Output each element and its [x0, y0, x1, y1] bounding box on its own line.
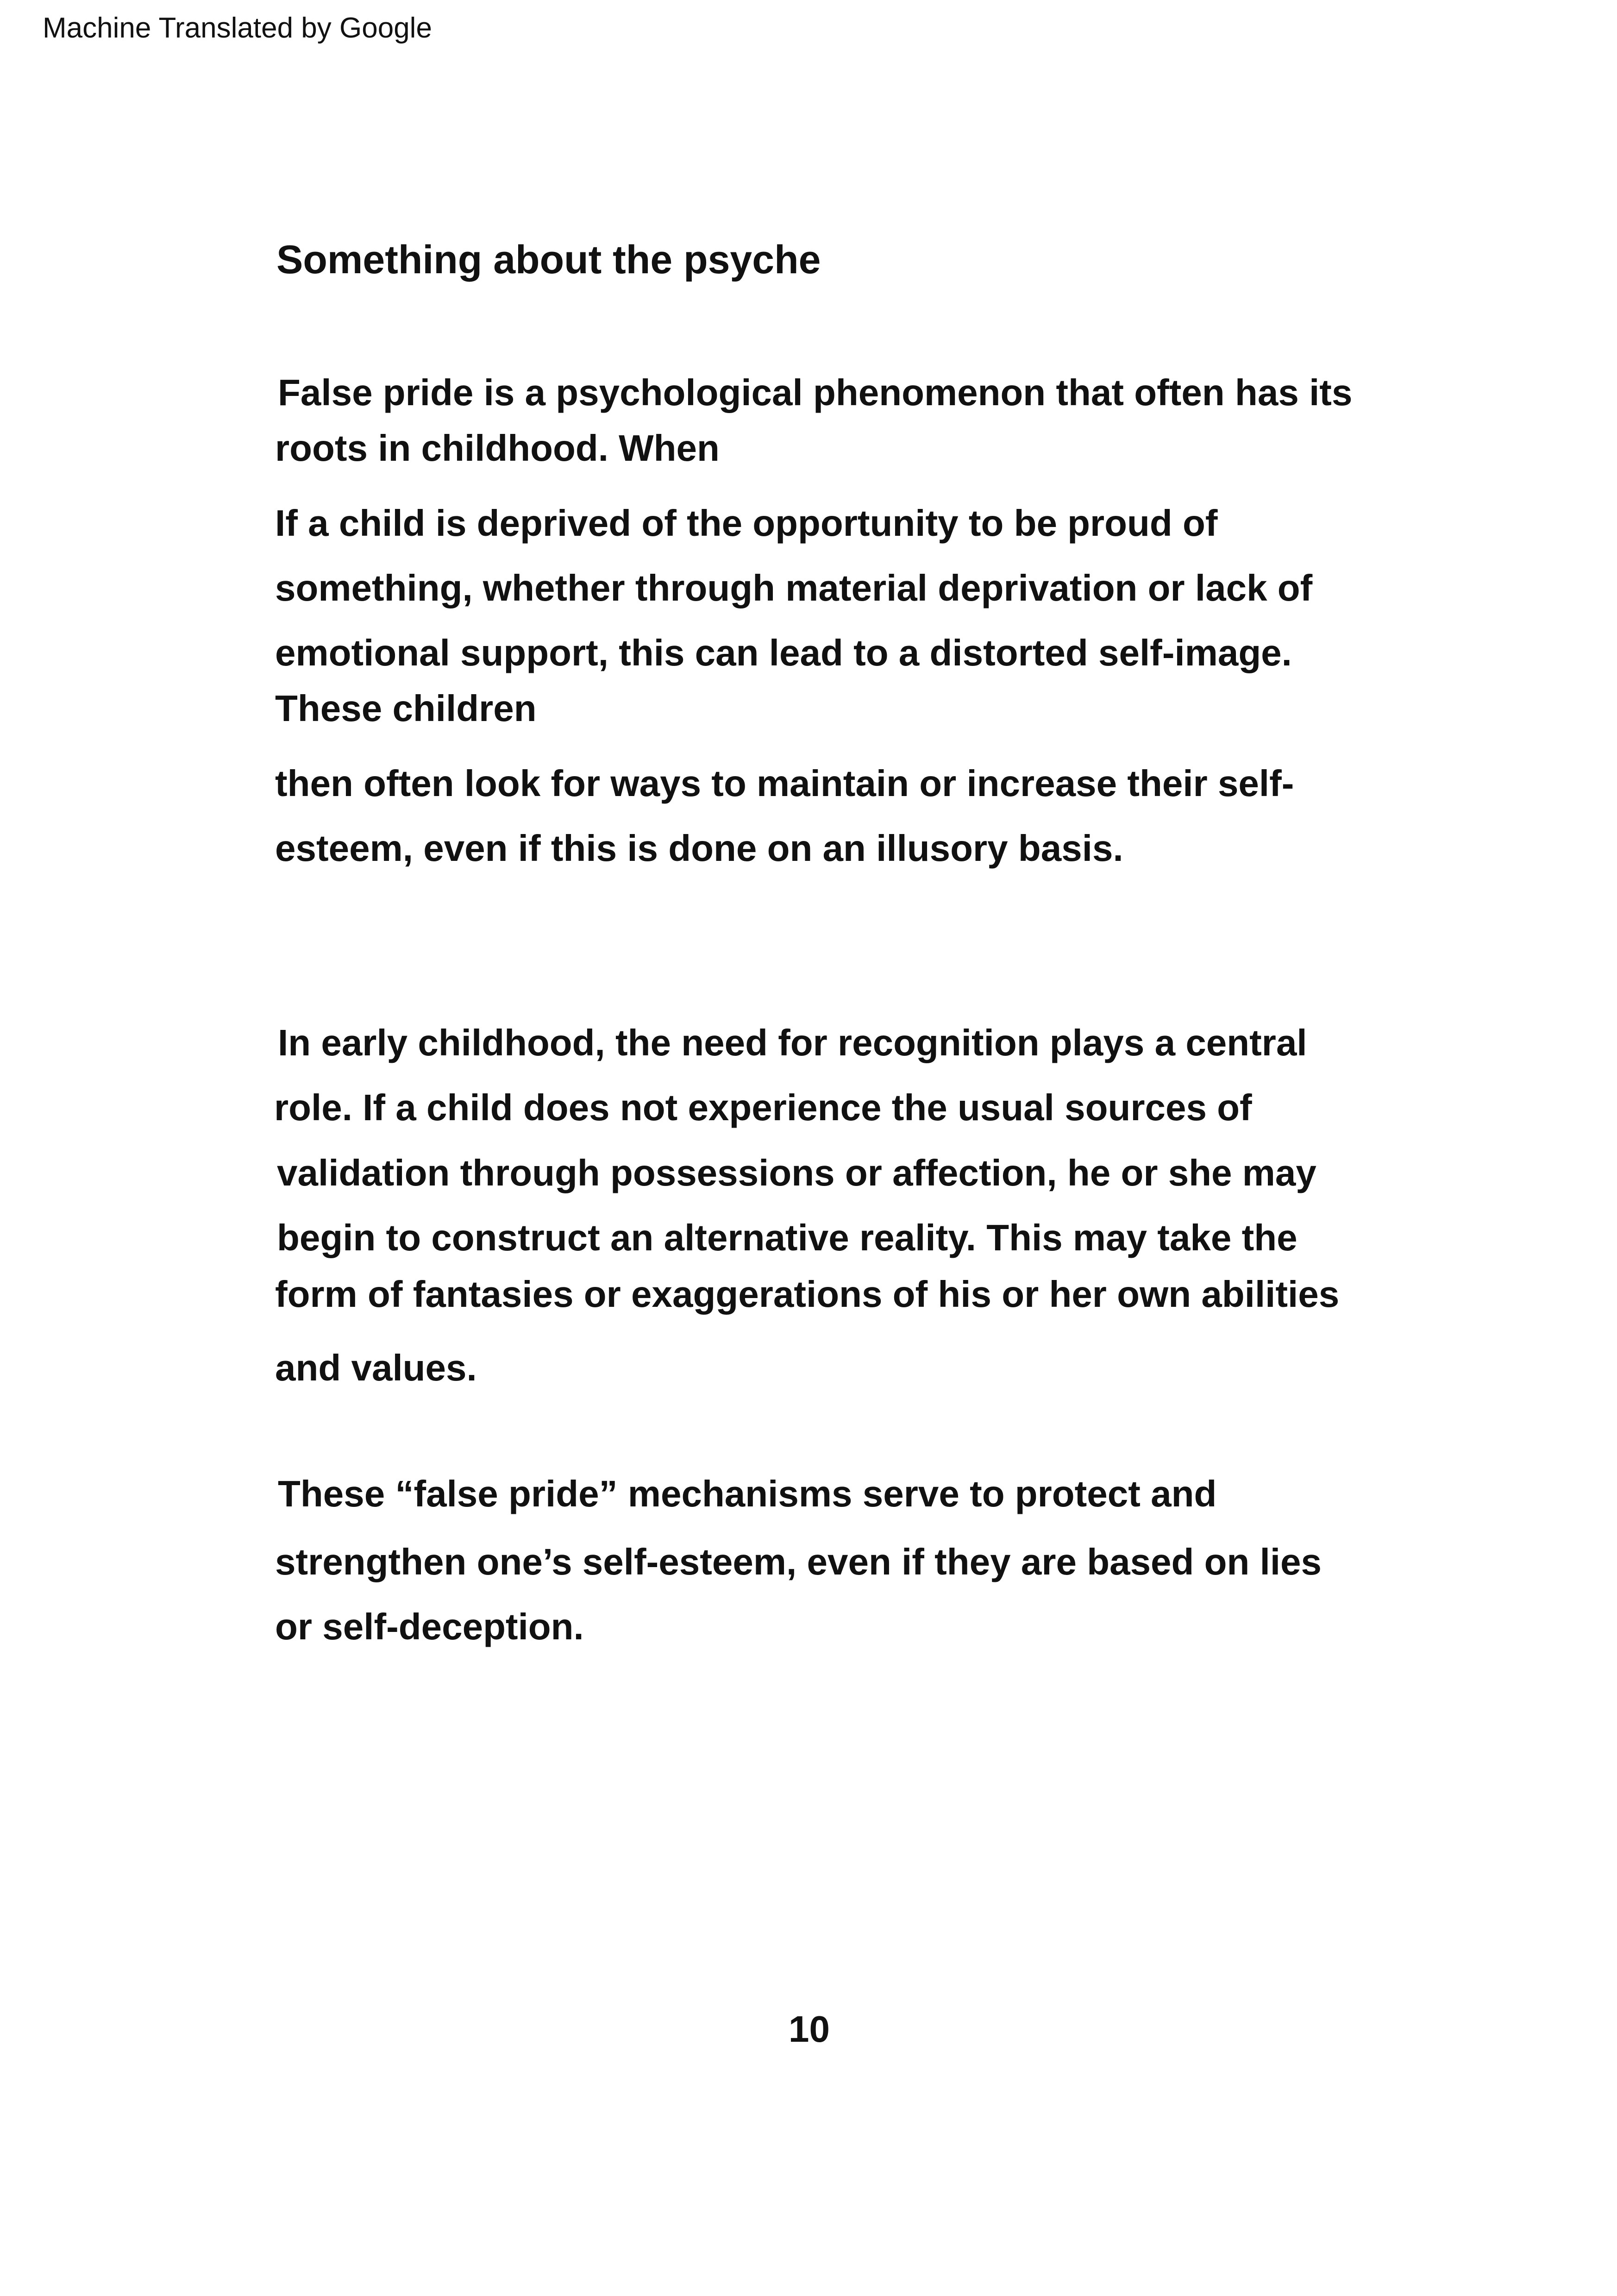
text-line: In early childhood, the need for recognition plays a central	[278, 1022, 1307, 1063]
page-number: 10	[789, 2008, 830, 2050]
text-line: form of fantasies or exaggerations of his or her own abilities	[275, 1273, 1340, 1315]
text-line: validation through possessions or affection, he or she may	[277, 1152, 1316, 1193]
text-line: strengthen one’s self-esteem, even if they are based on lies	[275, 1541, 1322, 1582]
text-line: esteem, even if this is done on an illusory basis.	[275, 828, 1123, 869]
text-line: If a child is deprived of the opportunity to be proud of	[275, 502, 1218, 544]
text-line: and values.	[275, 1347, 477, 1388]
text-line: These children	[275, 688, 537, 729]
text-line: False pride is a psychological phenomenon that often has its	[278, 372, 1353, 413]
text-line: or self-deception.	[275, 1606, 584, 1647]
machine-translation-banner: Machine Translated by Google	[43, 12, 432, 44]
text-line: These “false pride” mechanisms serve to protect and	[278, 1473, 1217, 1514]
page-title: Something about the psyche	[276, 238, 821, 282]
text-line: then often look for ways to maintain or increase their self-	[275, 763, 1294, 804]
text-line: something, whether through material deprivation or lack of	[275, 567, 1313, 609]
text-line: begin to construct an alternative reality. This may take the	[277, 1217, 1297, 1258]
text-line: roots in childhood. When	[275, 427, 720, 469]
text-line: role. If a child does not experience the usual sources of	[274, 1087, 1252, 1128]
text-line: emotional support, this can lead to a distorted self-image.	[275, 632, 1292, 673]
